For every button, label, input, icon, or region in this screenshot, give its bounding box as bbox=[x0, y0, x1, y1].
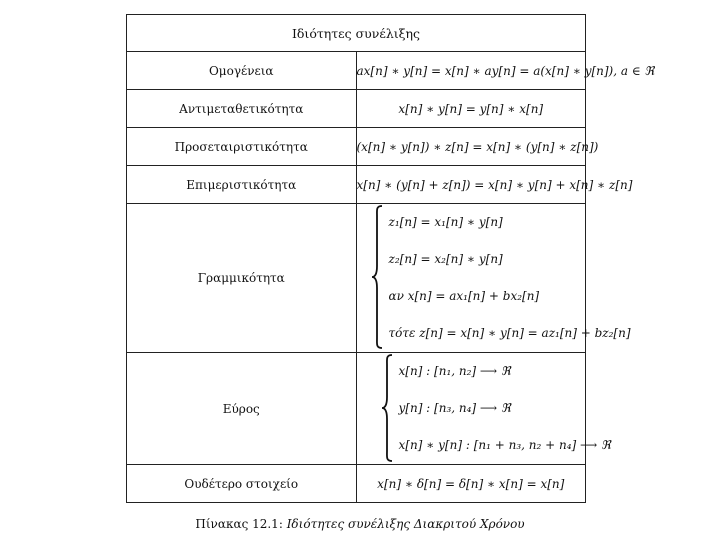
convolution-properties-table bbox=[126, 14, 655, 503]
property-name: Ουδέτερο στοιχείο bbox=[127, 465, 357, 503]
property-formula bbox=[356, 52, 655, 90]
properties-table-wrapper bbox=[126, 14, 655, 503]
formula-line: x[n] : [n₁, n₂] ⟶ ℜ bbox=[398, 364, 511, 378]
property-formula-group bbox=[356, 353, 611, 465]
table-row-distributivity bbox=[127, 166, 586, 204]
formula-text: (x[n] ∗ y[n]) ∗ z[n] = x[n] ∗ (y[n] ∗ z[n]) bbox=[356, 139, 599, 154]
caption-text: Ιδιότητες συνέλιξης Διακριτού Χρόνου bbox=[286, 517, 525, 531]
table-title-row bbox=[127, 15, 586, 52]
property-formula-group bbox=[356, 204, 631, 353]
property-formula bbox=[356, 465, 586, 503]
brace-block bbox=[357, 204, 631, 352]
caption-label: Πίνακας 12.1: bbox=[195, 517, 283, 531]
table-caption bbox=[0, 517, 720, 531]
formula-line: x[n] ∗ y[n] : [n₁ + n₃, n₂ + n₄] ⟶ ℜ bbox=[398, 438, 611, 452]
formula-text: ax[n] ∗ y[n] = x[n] ∗ ay[n] = a(x[n] ∗ y[n]), a ∈ ℜ bbox=[356, 63, 655, 78]
property-name: Γραμμικότητα bbox=[127, 204, 357, 353]
brace-block bbox=[357, 353, 611, 464]
formula-line: z₁[n] = x₁[n] ∗ y[n] bbox=[388, 215, 503, 229]
formula-line: τότε z[n] = x[n] ∗ y[n] = az₁[n] + bz₂[n] bbox=[388, 326, 631, 340]
formula-line: αν x[n] = ax₁[n] + bx₂[n] bbox=[388, 289, 540, 303]
property-formula bbox=[356, 128, 599, 166]
formula-text: x[n] ∗ (y[n] + z[n]) = x[n] ∗ y[n] + x[n] ∗ z[n] bbox=[356, 177, 633, 192]
formula-line: y[n] : [n₃, n₄] ⟶ ℜ bbox=[398, 401, 511, 415]
table-row-linearity bbox=[127, 204, 586, 353]
property-name: Αντιμεταθετικότητα bbox=[127, 90, 357, 128]
table-row-associativity bbox=[127, 128, 586, 166]
property-name: Επιμεριστικότητα bbox=[127, 166, 357, 204]
table-row-range bbox=[127, 353, 586, 465]
table-title: Ιδιότητες συνέλιξης bbox=[127, 15, 586, 52]
table-row-identity bbox=[127, 465, 586, 503]
property-name: Προσεταιριστικότητα bbox=[127, 128, 357, 166]
property-name: Ομογένεια bbox=[127, 52, 357, 90]
left-brace-icon bbox=[381, 353, 393, 463]
table-row-homogeneity bbox=[127, 52, 586, 90]
formula-text: x[n] ∗ δ[n] = δ[n] ∗ x[n] = x[n] bbox=[377, 476, 565, 491]
property-formula bbox=[356, 166, 633, 204]
left-brace-icon bbox=[371, 204, 383, 350]
brace-lines bbox=[393, 353, 611, 464]
brace-lines bbox=[383, 204, 631, 352]
formula-line: z₂[n] = x₂[n] ∗ y[n] bbox=[388, 252, 503, 266]
property-formula bbox=[356, 90, 586, 128]
formula-text: x[n] ∗ y[n] = y[n] ∗ x[n] bbox=[398, 101, 544, 116]
table-row-commutativity bbox=[127, 90, 586, 128]
property-name: Εύρος bbox=[127, 353, 357, 465]
